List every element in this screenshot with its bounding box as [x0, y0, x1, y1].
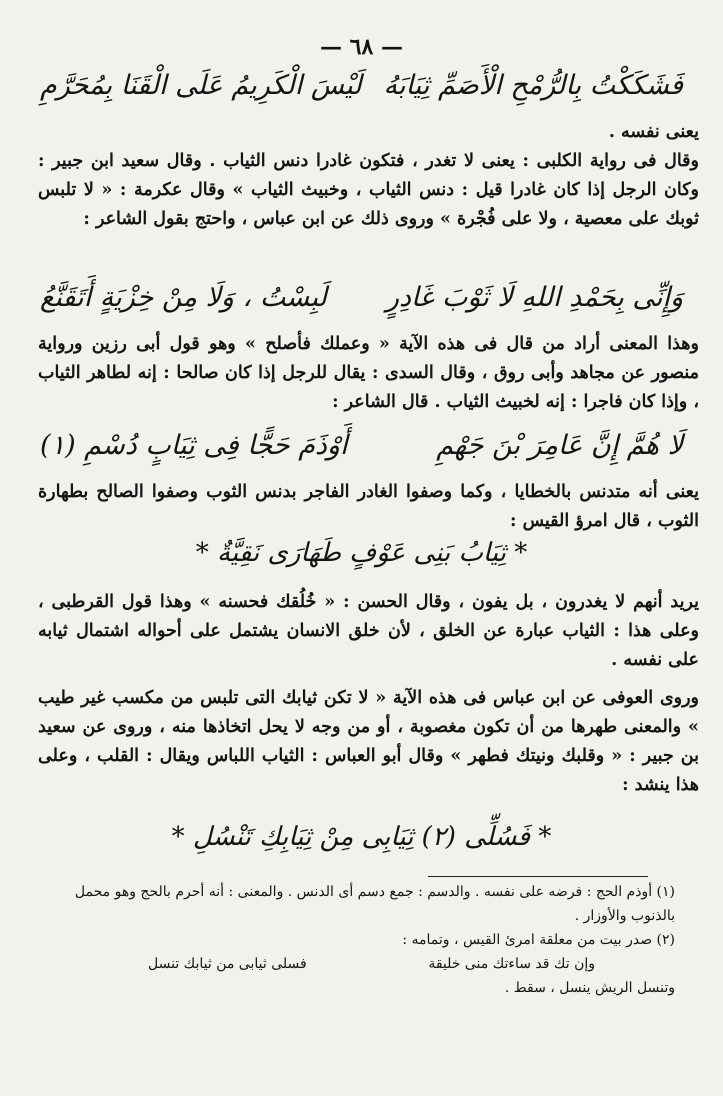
- verse-1-second-hemistich: لَيْسَ الْكَرِيمُ عَلَى الْقَنَا بِمُحَرَّمِ: [40, 70, 362, 101]
- paragraph-2: وهذا المعنى أراد من قال فى هذه الآية « وعملك فأصلح » وهو قول أبى رزين ورواية منصور عن مجاهد وأبى روق ، وقال السدى : يقال للرجل إذا كان صالحا : إنه لطاهر الثياب ، وإذا كان فاجرا : إنه لخبيث الثياب . قال الشاعر :: [38, 334, 699, 412]
- verse-2-first-hemistich: وَإِنِّى بِحَمْدِ اللهِ لَا ثَوْبَ غَادِرٍ: [385, 282, 683, 313]
- paragraph-1: يعنى نفسه . وقال فى رواية الكلبى : يعنى لا تغدر ، فتكون غادرا دنس الثياب . وقال سعيد ابن جبير : وكان الرجل إذا كان غادرا قيل : دنس الثياب ، وخبيث الثياب » وقال عكرمة : « لا تلبس ثوبك على معصية ، ولا على فُجْرة » وروى ذلك عن ابن عباس ، واحتج بقول الشاعر :: [38, 122, 699, 229]
- footnote-1: (١) أوذم الحج : فرضه على نفسه . والدسم : جمع دسم أى الدنس . والمعنى : أنه أحرم بالحج وهو محمل بالذنوب والأوزار .: [74, 884, 675, 924]
- verse-3-first-hemistich: لَا هُمَّ إِنَّ عَامِرَ بْنَ جَهْمِ: [436, 430, 683, 461]
- verse-3-second-hemistich: أَوْذَمَ حَجًّا فِى ثِيَابٍ دُسْمِ (١): [40, 430, 348, 461]
- verse-line-3: [40, 430, 683, 461]
- verse-line-1: [40, 70, 683, 101]
- page-number: — ٦٨ —: [320, 34, 403, 60]
- footnote-2: (٢) صدر بيت من معلقة امرئ القيس ، وتمامه :: [402, 932, 675, 948]
- footnotes: [38, 880, 675, 1000]
- footnote-2-gloss: وتنسل الريش ينسل ، سقط .: [504, 980, 675, 996]
- verse-2-second-hemistich: لَبِسْتُ ، وَلَا مِنْ خِزْيَةٍ أَتَقَنَّعُ: [40, 282, 327, 313]
- paragraph-3: يعنى أنه متدنس بالخطايا ، وكما وصفوا الغادر الفاجر بدنس الثوب وصفوا الصالح بطهارة الثوب ، قال امرؤ القيس :: [38, 482, 699, 531]
- paragraph-5: وروى العوفى عن ابن عباس فى هذه الآية « لا تكن ثيابك التى تلبس من مكسب غير طيب » والمعنى طهرها من أن تكون مغصوبة ، أو من وجه لا يحل اتخاذها منه ، وروى عن سعيد بن جبير : « وقلبك ونيتك فطهر » وقال أبو العباس : الثياب اللباس ويقال : القلب ، وعلى هذا ينشد :: [38, 688, 699, 795]
- paragraph-4: يريد أنهم لا يغدرون ، بل يفون ، وقال الحسن : « خُلُقك فحسنه » وهذا قول القرطبى ، وعلى هذا : الثياب عبارة عن الخلق ، لأن خلق الانسان يشتمل على أحواله اشتمال ثيابه على نفسه .: [38, 592, 699, 670]
- verse-line-5: * فَسُلِّى (٢) ثِيَابِى مِنْ ثِيَابِكِ تَنْسُلِ *: [171, 822, 552, 852]
- footnote-divider: [428, 876, 648, 877]
- verse-1-first-hemistich: فَشَكَكْتُ بِالرُّمْحِ الْأَصَمِّ ثِيَابَهُ: [383, 70, 683, 101]
- verse-line-2: [40, 282, 683, 313]
- verse-line-4: * ثِيَابُ بَنِى عَوْفٍ طَهَارَى نَقِيَّةٌ *: [195, 538, 528, 568]
- footnote-2-verse: وإن تك قد ساءتك منى خليقة فسلى ثيابى من ثيابك تنسل: [148, 956, 595, 972]
